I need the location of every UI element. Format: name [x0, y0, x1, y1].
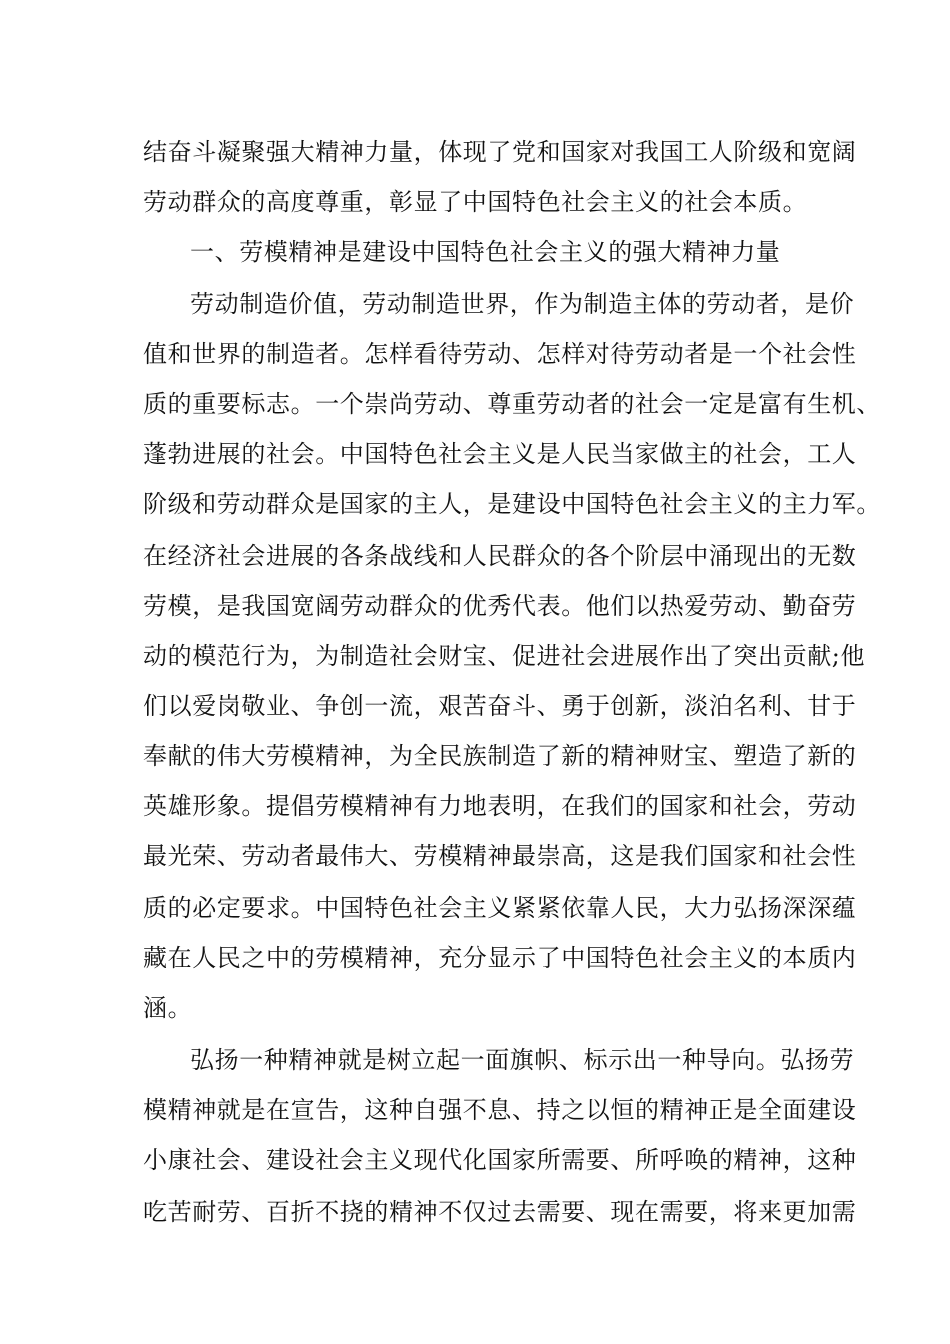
section-heading: 一、劳模精神是建设中国特色社会主义的强大精神力量 [190, 238, 781, 266]
text-line: 阶级和劳动群众是国家的主人，是建设中国特色社会主义的主力军。 [143, 490, 881, 518]
text-line: 涵。 [143, 994, 193, 1022]
text-line: 弘扬一种精神就是树立起一面旗帜、标示出一种导向。弘扬劳 [190, 1046, 855, 1074]
text-line: 英雄形象。提倡劳模精神有力地表明，在我们的国家和社会，劳动 [143, 792, 857, 820]
text-line: 劳动制造价值，劳动制造世界，作为制造主体的劳动者，是价 [190, 290, 855, 318]
text-line: 们以爱岗敬业、争创一流，艰苦奋斗、勇于创新，淡泊名利、甘于 [143, 692, 857, 720]
text-line: 奉献的伟大劳模精神，为全民族制造了新的精神财宝、塑造了新的 [143, 742, 857, 770]
text-line: 质的重要标志。一个崇尚劳动、尊重劳动者的社会一定是富有生机、 [143, 390, 881, 418]
text-line: 小康社会、建设社会主义现代化国家所需要、所呼唤的精神，这种 [143, 1146, 857, 1174]
text-line: 质的必定要求。中国特色社会主义紧紧依靠人民，大力弘扬深深蕴 [143, 894, 857, 922]
text-line: 吃苦耐劳、百折不挠的精神不仅过去需要、现在需要，将来更加需 [143, 1198, 857, 1226]
text-line: 结奋斗凝聚强大精神力量，体现了党和国家对我国工人阶级和宽阔 [143, 138, 857, 166]
text-line: 最光荣、劳动者最伟大、劳模精神最崇高，这是我们国家和社会性 [143, 842, 857, 870]
text-line: 在经济社会进展的各条战线和人民群众的各个阶层中涌现出的无数 [143, 542, 857, 570]
text-line: 劳动群众的高度尊重，彰显了中国特色社会主义的社会本质。 [143, 188, 808, 216]
text-line: 劳模，是我国宽阔劳动群众的优秀代表。他们以热爱劳动、勤奋劳 [143, 592, 857, 620]
text-line: 值和世界的制造者。怎样看待劳动、怎样对待劳动者是一个社会性 [143, 340, 857, 368]
text-line: 动的模范行为，为制造社会财宝、促进社会进展作出了突出贡献;他 [143, 642, 866, 670]
text-line: 藏在人民之中的劳模精神，充分显示了中国特色社会主义的本质内 [143, 944, 857, 972]
text-line: 蓬勃进展的社会。中国特色社会主义是人民当家做主的社会，工人 [143, 440, 857, 468]
text-line: 模精神就是在宣告，这种自强不息、持之以恒的精神正是全面建设 [143, 1096, 857, 1124]
